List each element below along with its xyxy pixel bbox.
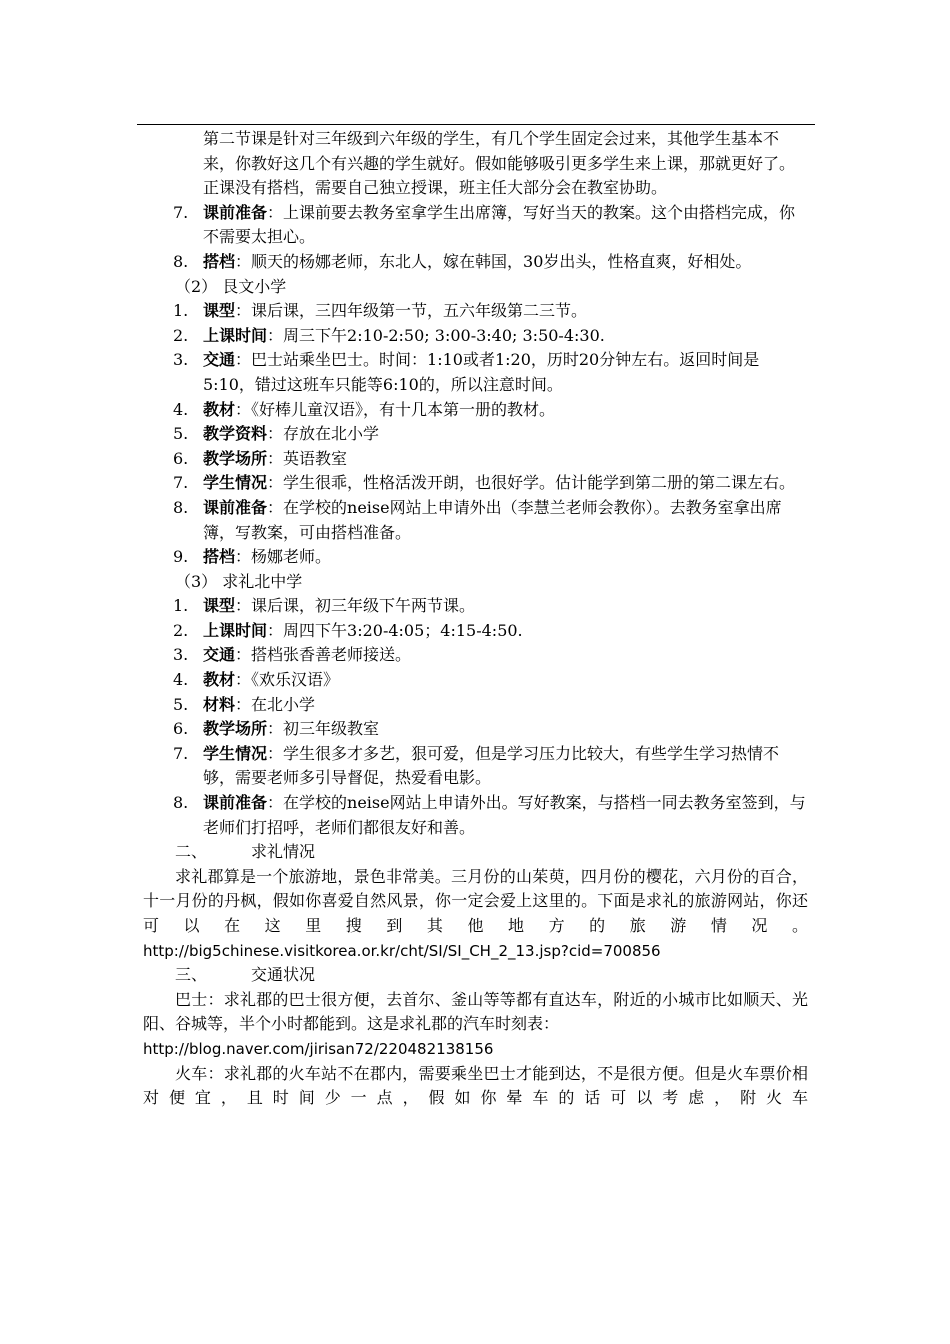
list-number: 8. <box>173 251 189 271</box>
section-heading-qiuli-north: （3） 求礼北中学 <box>175 571 303 591</box>
item-label: 教学场所 <box>203 719 268 739</box>
item-text: ：巴士站乘坐巴士。时间：1:10或者1:20，历时20分钟左右。返回时间是5:10，错过这班车只能等6:10的，所以注意时间。 <box>203 350 760 394</box>
item-label: 教材 <box>203 670 236 690</box>
part-heading-transport <box>143 963 808 988</box>
list-item <box>143 643 808 668</box>
list-item <box>143 250 808 275</box>
list-number: 4. <box>173 670 189 690</box>
item-text: ：杨娜老师。 <box>235 547 332 567</box>
item-label: 材料 <box>203 694 236 714</box>
item-label: 搭档 <box>203 251 236 271</box>
item-text: ：在学校的neise网站上申请外出（李慧兰老师会教你）。去教务室拿出席簿，写教案，可由搭档准备。 <box>203 497 782 542</box>
list-item <box>143 348 808 397</box>
list-number: 6. <box>173 448 189 468</box>
part-number: 二、 <box>175 842 208 862</box>
bus-schedule-link[interactable]: http://blog.naver.com/jirisan72/220482138156 <box>143 1039 494 1058</box>
item-label: 上课时间 <box>203 325 268 345</box>
item-label: 学生情况 <box>203 743 268 763</box>
list-number: 3. <box>173 350 189 370</box>
list-item <box>143 791 808 840</box>
list-item <box>143 545 808 570</box>
list-number: 6. <box>173 719 189 739</box>
list-number: 1. <box>173 596 189 616</box>
item-text: ：周四下午3:20-4:05；4:15-4:50. <box>267 620 523 640</box>
item-label: 学生情况 <box>203 473 268 493</box>
qiuli-paragraph <box>143 865 808 963</box>
item-label: 教学场所 <box>203 448 268 468</box>
list-item <box>143 668 808 693</box>
list-number: 9. <box>173 547 189 567</box>
list-number: 3. <box>173 645 189 665</box>
item-text: ：学生很多才多艺，狠可爱，但是学习压力比较大，有些学生学习热情不够，需要老师多引导督促，热爱看电影。 <box>203 743 780 788</box>
item-text: ：《欢乐汉语》 <box>235 670 340 690</box>
list-item <box>143 619 808 644</box>
list-item <box>143 496 808 545</box>
part-title: 交通状况 <box>251 965 316 985</box>
item-text: ：学生很乖，性格活泼开朗，也很好学。估计能学到第二册的第二课左右。 <box>267 473 796 493</box>
list-number: 2. <box>173 620 189 640</box>
item-text: ：上课前要去教务室拿学生出席簿，写好当天的教案。这个由搭档完成，你不需要太担心。 <box>203 202 796 247</box>
list-number: 7. <box>173 743 189 763</box>
item-text: ：课后课，初三年级下午两节课。 <box>235 596 476 616</box>
list-item <box>143 299 808 324</box>
list-item <box>143 693 808 718</box>
list-number: 2. <box>173 325 189 345</box>
item-label: 课型 <box>203 301 236 321</box>
list-item <box>143 447 808 472</box>
list-item <box>143 398 808 423</box>
list-item <box>143 742 808 791</box>
part-title: 求礼情况 <box>251 842 316 862</box>
item-text: ：课后课，三四年级第一节，五六年级第二三节。 <box>235 301 588 321</box>
document-body <box>143 127 808 1111</box>
list-number: 8. <box>173 793 189 813</box>
item-text: ：初三年级教室 <box>267 719 380 739</box>
item-label: 教材 <box>203 399 236 419</box>
item-label: 交通 <box>203 350 236 370</box>
item-text: ：在学校的neise网站上申请外出。写好教案，与搭档一同去教务室签到，与老师们打招呼，老师们都很友好和善。 <box>203 793 806 837</box>
list-item <box>143 422 808 447</box>
train-paragraph: 火车：求礼郡的火车站不在郡内，需要乘坐巴士才能到达，不是很方便。但是火车票价相对便宜，且时间少一点，假如你晕车的话可以考虑，附火车 <box>143 1063 808 1108</box>
item-label: 课型 <box>203 596 236 616</box>
item-label: 教学资料 <box>203 424 268 444</box>
list-item <box>143 594 808 619</box>
list-number: 5. <box>173 424 189 444</box>
item-label: 交通 <box>203 645 236 665</box>
intro-paragraph-1: 第二节课是针对三年级到六年级的学生，有几个学生固定会过来，其他学生基本不来，你教好这几个有兴趣的学生就好。假如能够吸引更多学生来上课，那就更好了。 <box>203 129 796 173</box>
item-label: 课前准备 <box>203 793 268 813</box>
tourism-link[interactable]: http://big5chinese.visitkorea.or.kr/cht/SI/SI_CH_2_13.jsp?cid=700856 <box>143 941 661 960</box>
paragraph-text: 巴士：求礼郡的巴士很方便，去首尔、釜山等等都有直达车，附近的小城市比如顺天、光阳、谷城等，半个小时都能到。这是求礼郡的汽车时刻表： <box>143 989 808 1034</box>
item-label: 课前准备 <box>203 202 268 222</box>
item-label: 课前准备 <box>203 497 268 517</box>
bus-paragraph <box>143 988 808 1062</box>
item-text: ：《好棒儿童汉语》，有十几本第一册的教材。 <box>235 399 556 419</box>
item-text: ：在北小学 <box>235 694 316 714</box>
list-number: 4. <box>173 399 189 419</box>
item-label: 上课时间 <box>203 620 268 640</box>
list-number: 8. <box>173 497 189 517</box>
part-heading-qiuli <box>143 840 808 865</box>
header-rule <box>137 124 815 125</box>
list-number: 7. <box>173 202 189 222</box>
item-text: ：周三下午2:10-2:50; 3:00-3:40; 3:50-4:30. <box>267 325 605 345</box>
section-heading-genwen: （2） 艮文小学 <box>175 276 287 296</box>
item-text: ：存放在北小学 <box>267 424 380 444</box>
part-number: 三、 <box>175 965 208 985</box>
list-item <box>143 471 808 496</box>
list-number: 5. <box>173 694 189 714</box>
list-number: 7. <box>173 473 189 493</box>
list-item <box>143 717 808 742</box>
intro-paragraph-2: 正课没有搭档，需要自己独立授课，班主任大部分会在教室协助。 <box>203 178 668 198</box>
list-item <box>143 324 808 349</box>
item-text: ：搭档张香善老师接送。 <box>235 645 412 665</box>
list-item <box>143 201 808 250</box>
item-text: ：顺天的杨娜老师，东北人，嫁在韩国，30岁出头，性格直爽，好相处。 <box>235 251 752 271</box>
item-text: ：英语教室 <box>267 448 348 468</box>
list-number: 1. <box>173 301 189 321</box>
paragraph-text: 求礼郡算是一个旅游地，景色非常美。三月份的山茱萸，四月份的樱花，六月份的百合，十一月份的丹枫，假如你喜爱自然风景，你一定会爱上这里的。下面是求礼的旅游网站，你还可以在这里搜到其他地方的旅游情况。 <box>143 866 808 935</box>
item-label: 搭档 <box>203 547 236 567</box>
